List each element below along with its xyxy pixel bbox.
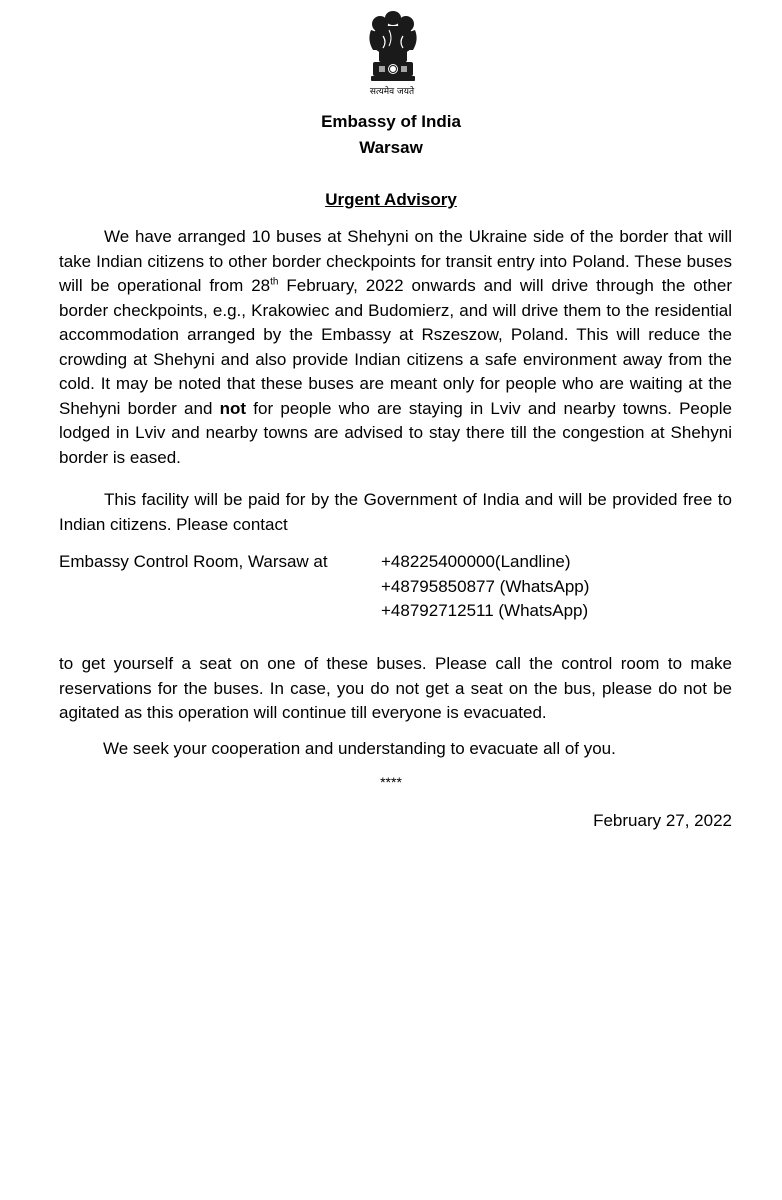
paragraph-text: This facility will be paid for by the Government of India and will be provided free to Indian citizens. Please contact xyxy=(59,490,732,534)
advisory-title: Urgent Advisory xyxy=(325,190,457,209)
org-name: Embassy of India xyxy=(321,112,461,131)
emphasis-not: not xyxy=(219,398,247,418)
separator: **** xyxy=(380,774,402,790)
paragraph-bus-arrangement xyxy=(59,225,732,470)
contact-label: Embassy Control Room, Warsaw at xyxy=(59,552,328,571)
emblem-motto: सत्यमेव जयते xyxy=(369,87,415,97)
contact-numbers xyxy=(381,550,589,624)
paragraph-text: We have arranged 10 buses at Shehyni on the Ukraine side of the border that will take Indian citizens to other border checkpoints for transit entry into Poland. These buses will be operational from 28 xyxy=(59,227,732,295)
paragraph-text: February, 2022 onwards and will drive through the other border checkpoints, e.g., Krakowiec and Budomierz, and will drive them to the residential accommodation arranged by the Embassy at Rszeszow, Poland. This will reduce the crowding at Shehyni and also provide Indian citizens a safe environment away from the cold. It may be noted that these buses are meant only for people who are waiting at the Shehyni border and xyxy=(59,276,732,418)
phone-landline: +48225400000(Landline) xyxy=(381,552,571,571)
superscript-ordinal: th xyxy=(270,276,279,288)
paragraph-facility xyxy=(59,488,732,537)
paragraph-text: for people who are staying in Lviv and nearby towns. People lodged in Lviv and nearby towns are advised to stay there till the congestion at Shehyni border is eased. xyxy=(59,398,732,467)
phone-whatsapp-2: +48792712511 (WhatsApp) xyxy=(381,601,589,620)
paragraph-cooperation: We seek your cooperation and understanding to evacuate all of you. xyxy=(103,739,616,758)
phone-whatsapp-1: +48795850877 (WhatsApp) xyxy=(381,576,590,596)
org-city: Warsaw xyxy=(359,138,423,157)
paragraph-reservation: to get yourself a seat on one of these buses. Please call the control room to make reservations for the buses. In case, you do not get a seat on the bus, please do not be agitated as this operation will continue till everyone is evacuated. xyxy=(59,654,732,722)
advisory-date: February 27, 2022 xyxy=(593,811,732,830)
